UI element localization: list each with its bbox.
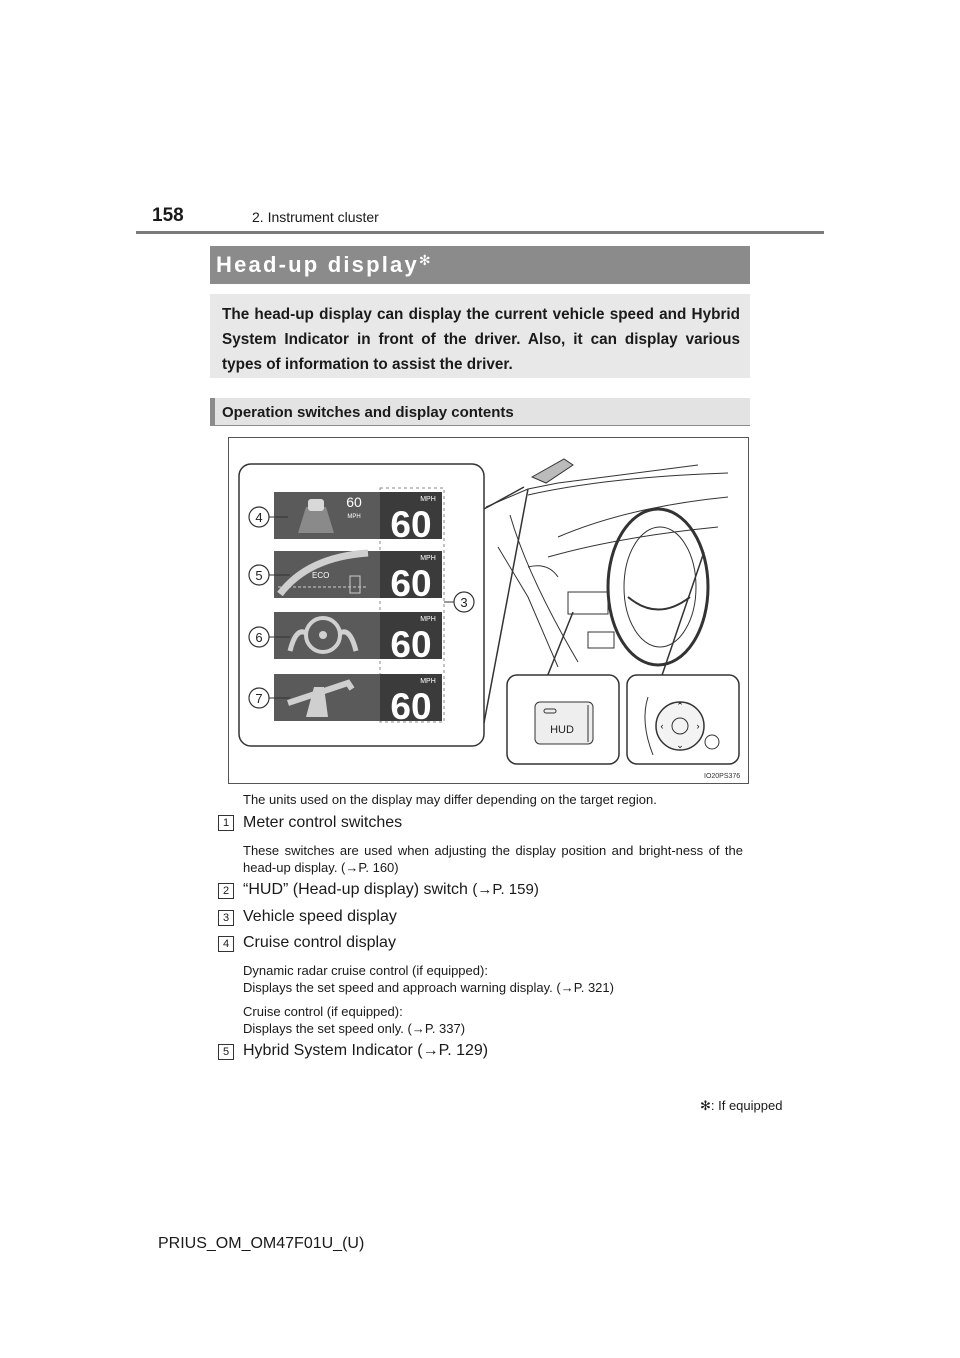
subsection-title: Operation switches and display contents: [222, 404, 514, 421]
header-rule: [136, 231, 824, 234]
hud-figure: [228, 437, 749, 784]
callout-7: 7: [255, 691, 263, 706]
intro-text: The head-up display can display the current vehicle speed and Hybrid System Indicator in front of the driver. Also, it can display various types of information to assist the driver.: [222, 306, 740, 373]
if-equipped-mark: ✻: [418, 252, 431, 268]
speed-unit: MPH: [420, 616, 436, 623]
speed-value: 60: [390, 686, 432, 727]
item-number-5: 5: [218, 1044, 234, 1060]
footnote: ✻: If equipped: [700, 1098, 783, 1113]
item-title-5: Hybrid System Indicator (→P. 129): [243, 1042, 489, 1059]
speed-unit: MPH: [420, 555, 436, 562]
item-desc-4d: Displays the set speed only. (→P. 337): [243, 1021, 466, 1036]
item-ref-2: (→P. 159): [472, 881, 539, 898]
figure-code: IO20PS376: [704, 773, 741, 780]
item-number-1: 1: [218, 815, 234, 831]
subsection-accent: [210, 398, 215, 426]
item-title-4: Cruise control display: [243, 934, 396, 951]
callout-6: 6: [255, 630, 263, 645]
item-number-2: 2: [218, 883, 234, 899]
item-number-4: 4: [218, 936, 234, 952]
callout-5: 5: [255, 568, 263, 583]
svg-text:⌄: ⌄: [676, 740, 684, 750]
item-desc-4b: Displays the set speed and approach warning display. (→P. 321): [243, 980, 614, 995]
subsection-underline: [210, 425, 750, 426]
item-number-3: 3: [218, 910, 234, 926]
eco-label: ECO: [312, 571, 330, 580]
speed-value: 60: [390, 624, 432, 665]
meter-switch-inset: [627, 675, 739, 764]
callout-4: 4: [255, 510, 263, 525]
set-speed-unit: MPH: [347, 514, 361, 520]
speed-value: 60: [390, 563, 432, 604]
svg-text:›: ›: [696, 721, 700, 731]
set-speed-value: 60: [346, 494, 362, 510]
hud-row-steering: [274, 612, 442, 665]
hud-switch-inset: [507, 675, 619, 764]
svg-text:⌃: ⌃: [676, 701, 684, 711]
speed-unit: MPH: [420, 678, 436, 685]
page-number: 158: [152, 205, 184, 226]
footer-doc-id: PRIUS_OM_OM47F01U_(U): [158, 1235, 365, 1252]
item-desc-4a: Dynamic radar cruise control (if equipped):: [243, 963, 488, 978]
car-icon: [308, 499, 324, 511]
item-desc-1: These switches are used when adjusting the display position and bright-ness of the head-up display. (→P. 160): [243, 843, 743, 875]
section-title: [216, 252, 431, 278]
speed-unit: MPH: [420, 496, 436, 503]
chapter-title: 2. Instrument cluster: [252, 209, 379, 225]
section-title-text: Head-up display: [216, 252, 419, 277]
hud-row-cruise: [274, 492, 442, 545]
figure-note: The units used on the display may differ depending on the target region.: [243, 792, 657, 807]
svg-text:‹: ‹: [660, 721, 664, 731]
item-title-1: Meter control switches: [243, 814, 403, 831]
item-title-3: Vehicle speed display: [243, 908, 397, 925]
item-desc-4c: Cruise control (if equipped):: [243, 1004, 403, 1019]
callout-3: 3: [460, 595, 468, 610]
speed-value: 60: [390, 504, 432, 545]
hud-button-label: HUD: [550, 724, 574, 736]
item-title-2: [243, 881, 539, 899]
hud-row-hybrid: [274, 551, 442, 604]
item-title-2-text: “HUD” (Head-up display) switch: [243, 881, 473, 898]
hud-row-navigation: [274, 674, 442, 727]
